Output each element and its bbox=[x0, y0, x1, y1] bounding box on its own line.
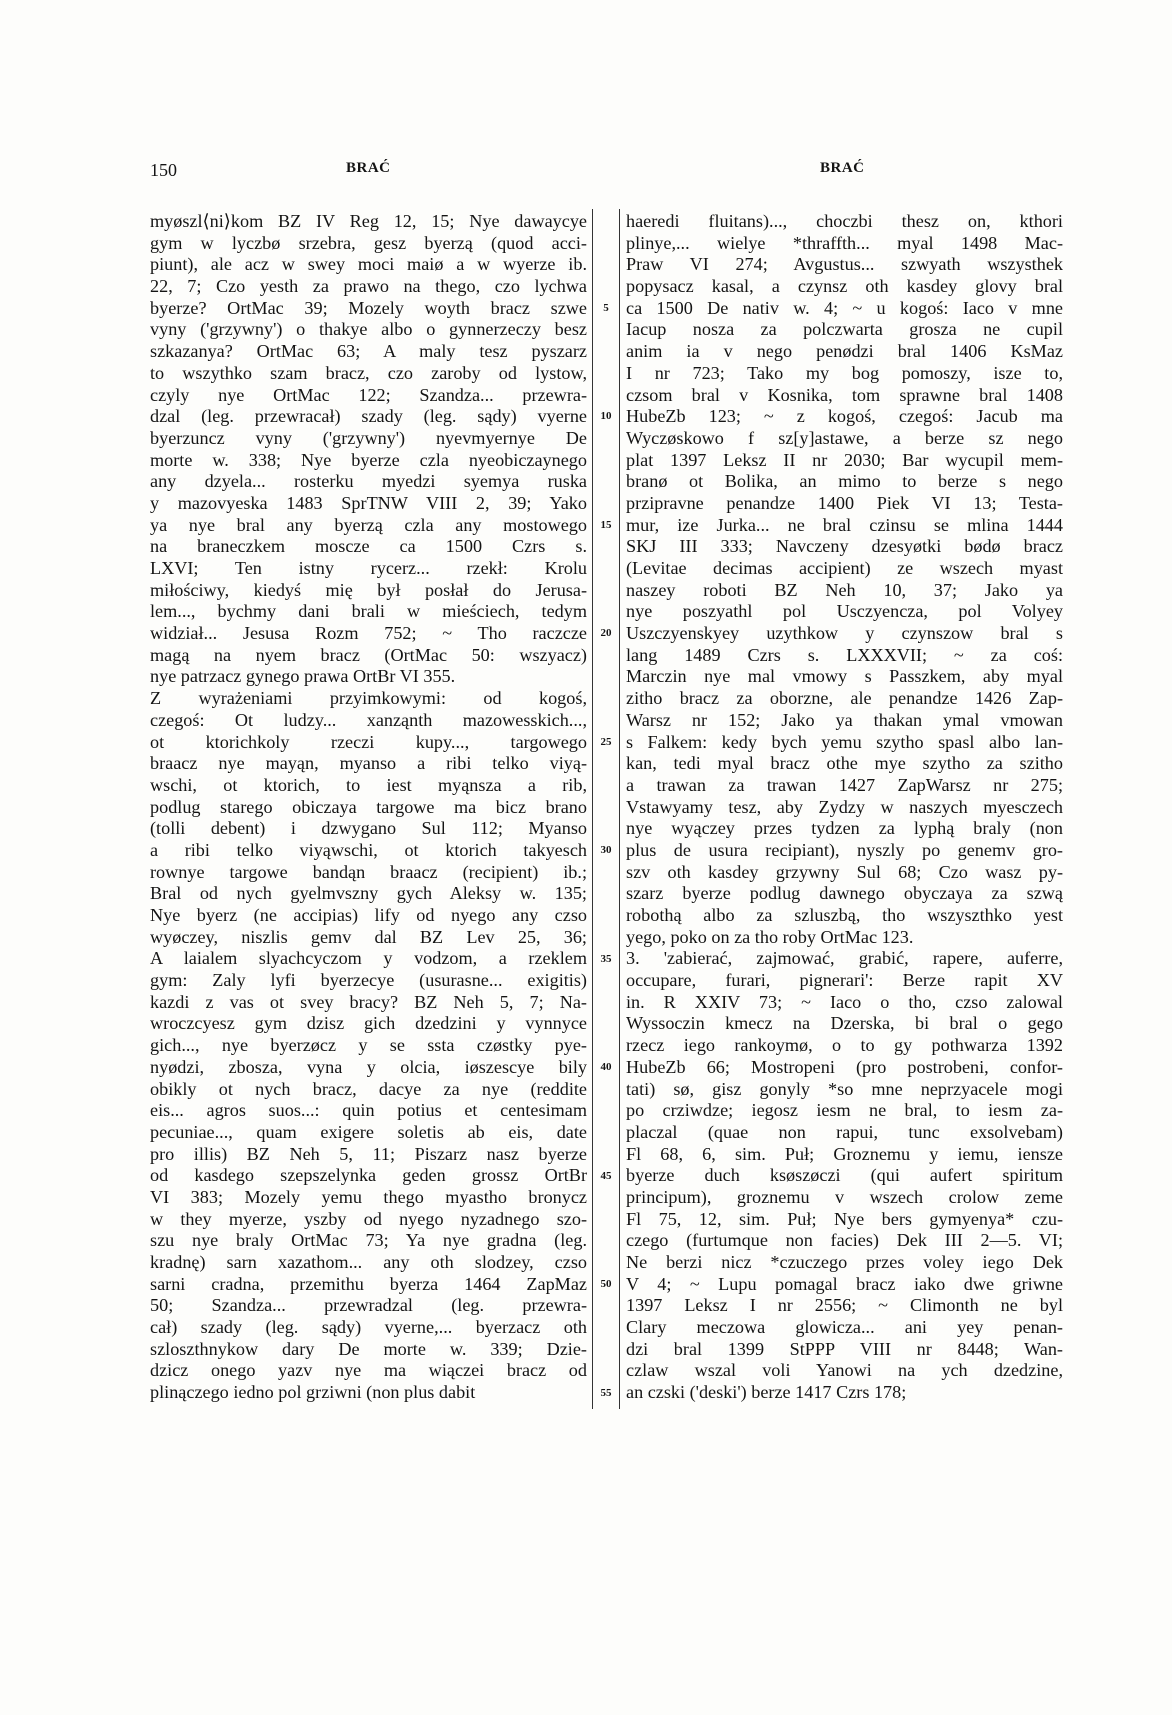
text-line: tati) sø, gisz gonyly *so mne neprzyacele mogi bbox=[626, 1078, 1063, 1099]
text-line: piunt), ale acz w swey moci maiø a w wyerze ib. bbox=[150, 254, 587, 275]
text-line: obikly ot nych bracz, dacye za nye (reddite bbox=[150, 1078, 587, 1099]
text-line: Praw VI 274; Avgustus... szwyath wszysthek bbox=[626, 254, 1063, 275]
text-line: principum), groznemu v wszech crolow zeme bbox=[626, 1186, 1063, 1207]
text-line: 22, 7; Czo yesth za prawo na thego, czo lychwa bbox=[150, 276, 587, 297]
text-line: nye poszyathl pol Usczyencza, pol Volyey bbox=[626, 601, 1063, 622]
text-line: szloszthnykow dary De morte w. 339; Dzie- bbox=[150, 1338, 587, 1359]
text-line: pro illis) BZ Neh 5, 11; Piszarz nasz byerze bbox=[150, 1143, 587, 1164]
text-line: Vstawyamy tesz, aby Zydzy w naszych myesczech bbox=[626, 796, 1063, 817]
text-line: haeredi fluitans)..., choczbi thesz on, kthori bbox=[626, 211, 1063, 231]
text-line: czegoś: Ot ludzy... xanząnth mazowesskich..., bbox=[150, 709, 587, 730]
text-line: kazdi z vas ot svey bracy? BZ Neh 5, 7; Na- bbox=[150, 991, 587, 1012]
text-line: rownye targowe bandąn braacz (recipient) ib.; bbox=[150, 861, 587, 882]
text-line: szv oth kasdey grzywny Sul 68; Czo wasz py- bbox=[626, 861, 1063, 882]
text-line: szarz byerze podlug dawnego obyczaya za szwą bbox=[626, 883, 1063, 904]
text-line: nyødzi, zbosza, vyna y olcia, iøszescye bily bbox=[150, 1056, 587, 1077]
text-line: byerzuncz vyny ('grzywny') nyevmyernye De bbox=[150, 427, 587, 448]
text-line: Bral od nych gyelmvszny gych Aleksy w. 135; bbox=[150, 883, 587, 904]
text-line: robothą albo za szluszbą, tho wszyszthko yest bbox=[626, 905, 1063, 925]
text-line: czyly nye OrtMac 122; Szandza... przewra- bbox=[150, 384, 587, 405]
text-line: a ribi telko viyąwschi, ot ktorich takyesch bbox=[150, 839, 587, 860]
text-line: lang 1489 Czrs s. LXXXVII; ~ za coś: bbox=[626, 644, 1063, 665]
text-line: Uszczyenskyey uzythkow y czynszow bral s bbox=[626, 623, 1063, 644]
text-line: gich..., nye byerzøcz y se ssta czøstky pye- bbox=[150, 1035, 587, 1056]
text-line: miłościwy, kiedyś mię był posłał do Jerusa- bbox=[150, 579, 587, 600]
text-line: dzal (leg. przewracał) szady (leg. sądy) vyerne bbox=[150, 406, 587, 427]
text-line: eis... agros suos...: quin potius et centesimam bbox=[150, 1100, 587, 1121]
text-line: lem..., bychmy dani brali w mieściech, tedym bbox=[150, 601, 587, 622]
text-line: nye patrzacz gynego prawa OrtBr VI 355. bbox=[150, 666, 456, 687]
text-line: nye wyączey przes tydzen za lyphą braly (non bbox=[626, 818, 1063, 839]
text-line: to wszythko szam bracz, czo zaroby od lystow, bbox=[150, 362, 587, 383]
text-line: 50; Szandza... przewradzal (leg. przewra- bbox=[150, 1295, 587, 1316]
text-line: branø ot Bolika, an mimo to berze s nego bbox=[626, 471, 1063, 492]
text-line: gym w lyczbø srzebra, gesz byerzą (quod acci- bbox=[150, 232, 587, 253]
text-line: magą na nyem bracz (OrtMac 50: wszyacz) bbox=[150, 644, 587, 665]
text-line: a trawan za trawan 1427 ZapWarsz nr 275; bbox=[626, 774, 1063, 795]
text-line: przipravne penandze 1400 Piek VI 13; Testa- bbox=[626, 492, 1063, 513]
text-line: plinączego iedno pol grziwni (non plus dabit bbox=[150, 1382, 476, 1403]
text-line: anim ia v nego penødzi bral 1406 KsMaz bbox=[626, 341, 1063, 362]
text-line: szu nye braly OrtMac 73; Ya nye gradna (leg. bbox=[150, 1230, 587, 1251]
text-line: wschi, ot ktorich, to iest myąnsza a rib, bbox=[150, 774, 587, 795]
text-line: braacz nye mayąn, myanso a ribi telko viyą- bbox=[150, 753, 587, 774]
text-line: V 4; ~ Lupu pomagal bracz iako dwe griwne bbox=[626, 1273, 1063, 1294]
column-rule-left bbox=[592, 209, 593, 1409]
text-line: pecuniae..., quam exigere soletis ab eis, date bbox=[150, 1121, 587, 1142]
text-line: Clary meczowa glowicza... ani yey penan- bbox=[626, 1317, 1063, 1338]
text-line: czlaw wszal voli Yanowi na ych dzedzine, bbox=[626, 1360, 1063, 1381]
headword-right: BRAĆ bbox=[820, 160, 865, 176]
text-line: gym: Zaly lyfi byerzecye (usurasne... exigitis) bbox=[150, 970, 587, 991]
text-line: Fl 68, 6, sim. Puł; Groznemu y iemu, iensze bbox=[626, 1143, 1063, 1164]
text-line: popysacz kasal, a czynsz oth kasdey glovy bral bbox=[626, 276, 1063, 297]
line-number: 35 bbox=[600, 952, 612, 965]
text-line: dzicz onego yazv nye ma wiączei bracz od bbox=[150, 1360, 587, 1381]
line-number: 10 bbox=[600, 410, 612, 423]
text-line: czsom bral v Kosnika, tom sprawne bral 1408 bbox=[626, 384, 1063, 405]
text-line: HubeZb 66; Mostropeni (pro postrobeni, confor- bbox=[626, 1056, 1063, 1077]
text-line: kan, tedi myal bracz othe mye szytho za szitho bbox=[626, 753, 1063, 774]
text-line: HubeZb 123; ~ z kogoś, czegoś: Jacub ma bbox=[626, 406, 1063, 427]
line-number: 30 bbox=[600, 844, 612, 857]
text-line: A laialem slyachcyczom y vodzom, a rzeklem bbox=[150, 948, 587, 969]
text-line: mur, ize Jurka... ne bral czinsu se mlina 1444 bbox=[626, 514, 1063, 535]
text-line: Wyssoczin kmecz na Dzerska, bi bral o gego bbox=[626, 1013, 1063, 1034]
text-line: y mazovyeska 1483 SprTNW VIII 2, 39; Yako bbox=[150, 492, 587, 513]
text-line: szkazanya? OrtMac 63; A maly tesz pyszarz bbox=[150, 341, 587, 362]
text-line: po crziwdze; iegosz iesm ne bral, to iesm za- bbox=[626, 1100, 1063, 1121]
text-line: Wyczøskowo f sz[y]astawe, a berze sz nego bbox=[626, 427, 1063, 448]
text-line: 1397 Leksz I nr 2556; ~ Climonth ne byl bbox=[626, 1295, 1063, 1316]
text-line: naszey roboti BZ Neh 10, 37; Jako ya bbox=[626, 579, 1063, 600]
text-line: widział... Jesusa Rozm 752; ~ Tho raczcze bbox=[150, 623, 587, 644]
line-number: 25 bbox=[600, 735, 612, 748]
text-line: czego (furtumque non facies) Dek III 2—5. VI; bbox=[626, 1230, 1063, 1251]
line-number: 45 bbox=[600, 1169, 612, 1182]
text-line: dzi bral 1399 StPPP VIII nr 8448; Wan- bbox=[626, 1338, 1063, 1359]
text-line: Fl 75, 12, sim. Puł; Nye bers gymyenya* czu- bbox=[626, 1208, 1063, 1229]
line-number: 15 bbox=[600, 518, 612, 531]
text-line: sarni cradna, przemithu byerza 1464 ZapMaz bbox=[150, 1273, 587, 1294]
right-column bbox=[626, 211, 1063, 1404]
text-line: (tolli debent) i dzwygano Sul 112; Myanso bbox=[150, 818, 587, 839]
text-line: Ne berzi nicz *czuczego przes voley iego Dek bbox=[626, 1252, 1063, 1272]
text-line: od kasdego szepszelynka geden grossz OrtBr bbox=[150, 1165, 587, 1186]
line-number: 55 bbox=[600, 1386, 612, 1399]
text-line: VI 383; Mozely yemu thego myastho bronycz bbox=[150, 1186, 587, 1207]
text-line: na braneczkem moscze ca 1500 Czrs s. bbox=[150, 536, 587, 557]
text-line: yego, poko on za tho roby OrtMac 123. bbox=[626, 926, 914, 947]
text-line: wyøczey, niszlis gemv dal BZ Lev 25, 36; bbox=[150, 926, 587, 947]
text-line: plinye,... wielye *thraffth... myal 1498 Mac- bbox=[626, 232, 1063, 253]
text-line: morte w. 338; Nye byerze czla nyeobiczaynego bbox=[150, 449, 587, 470]
line-number: 40 bbox=[600, 1061, 612, 1074]
text-line: an czski ('deski') berze 1417 Czrs 178; bbox=[626, 1382, 907, 1403]
line-number: 20 bbox=[600, 627, 612, 640]
text-line: kradnę) sarn xazathom... any oth slodzey, czso bbox=[150, 1252, 587, 1272]
text-line: wroczcyesz gym dzisz gich dzedzini y vynnyce bbox=[150, 1013, 587, 1034]
text-line: plat 1397 Leksz II nr 2030; Bar wycupil mem- bbox=[626, 449, 1063, 470]
text-line: Marczin nye mal vmowy s Passzkem, aby myal bbox=[626, 666, 1063, 687]
text-line: Nye byerz (ne accipias) lify od nyego any czso bbox=[150, 905, 587, 925]
left-column bbox=[150, 211, 587, 1404]
text-line: (Levitae decimas accipient) ze wszech myast bbox=[626, 558, 1063, 578]
text-line: podlug starego obiczaya targowe ma bicz brano bbox=[150, 796, 587, 817]
line-number: 50 bbox=[600, 1278, 612, 1291]
text-line: byerze? OrtMac 39; Mozely woyth bracz szwe bbox=[150, 297, 587, 318]
text-line: w they myerze, yszby od nyego nyzadnego szo- bbox=[150, 1208, 587, 1229]
text-line: cał) szady (leg. sądy) vyerne,... byerzacz oth bbox=[150, 1317, 587, 1338]
text-line: vyny ('grzywny') o thakye albo o gynnerzeczy besz bbox=[150, 319, 587, 340]
text-line: 3. 'zabierać, zajmować, grabić, rapere, auferre, bbox=[626, 948, 1063, 969]
headword-left: BRAĆ bbox=[346, 160, 391, 176]
text-line: occupare, furari, pignerari': Berze rapit XV bbox=[626, 970, 1063, 991]
line-number: 5 bbox=[603, 301, 609, 314]
column-rule-right bbox=[619, 209, 620, 1409]
text-line: rzecz iego rankoymø, o to gy pothwarza 1392 bbox=[626, 1035, 1063, 1056]
text-line: SKJ III 333; Navczeny dzesyøtki bødø bracz bbox=[626, 536, 1063, 557]
text-line: Iacup nosza za polczwarta grosza ne cupil bbox=[626, 319, 1063, 340]
text-line: zitho bracz za oborzne, ale penandze 1426 Zap- bbox=[626, 688, 1063, 709]
running-header bbox=[150, 160, 1040, 186]
text-line: I nr 723; Tako my bog pomoszy, isze to, bbox=[626, 362, 1063, 383]
text-line: myøszl⟨ni⟩kom BZ IV Reg 12, 15; Nye dawaycye bbox=[150, 211, 587, 231]
text-line: Warsz nr 152; Jako ya thakan ymal vmowan bbox=[626, 709, 1063, 730]
page-number: 150 bbox=[150, 160, 177, 180]
text-line: in. R XXIV 73; ~ Iaco o tho, czso zalowal bbox=[626, 991, 1063, 1012]
text-line: Z wyrażeniami przyimkowymi: od kogoś, bbox=[150, 688, 587, 709]
text-line: ya nye bral any byerzą czla any mostowego bbox=[150, 514, 587, 535]
text-line: ca 1500 De nativ w. 4; ~ u kogoś: Iaco v mne bbox=[626, 297, 1063, 318]
text-line: plus de usura recipiant), nyszly po genemv gro- bbox=[626, 839, 1063, 860]
text-line: placzal (quae non rapui, tunc exsolvebam) bbox=[626, 1121, 1063, 1142]
text-line: ot ktorichkoly rzeczi kupy..., targowego bbox=[150, 731, 587, 752]
text-line: s Falkem: kedy bych yemu szytho spasl albo lan- bbox=[626, 731, 1063, 752]
text-line: LXVI; Ten istny rycerz... rzekł: Krolu bbox=[150, 558, 587, 578]
text-line: any dzyela... rosterku myedzi syemya ruska bbox=[150, 471, 587, 492]
text-line: byerze duch ksøszøczi (qui aufert spiritum bbox=[626, 1165, 1063, 1186]
